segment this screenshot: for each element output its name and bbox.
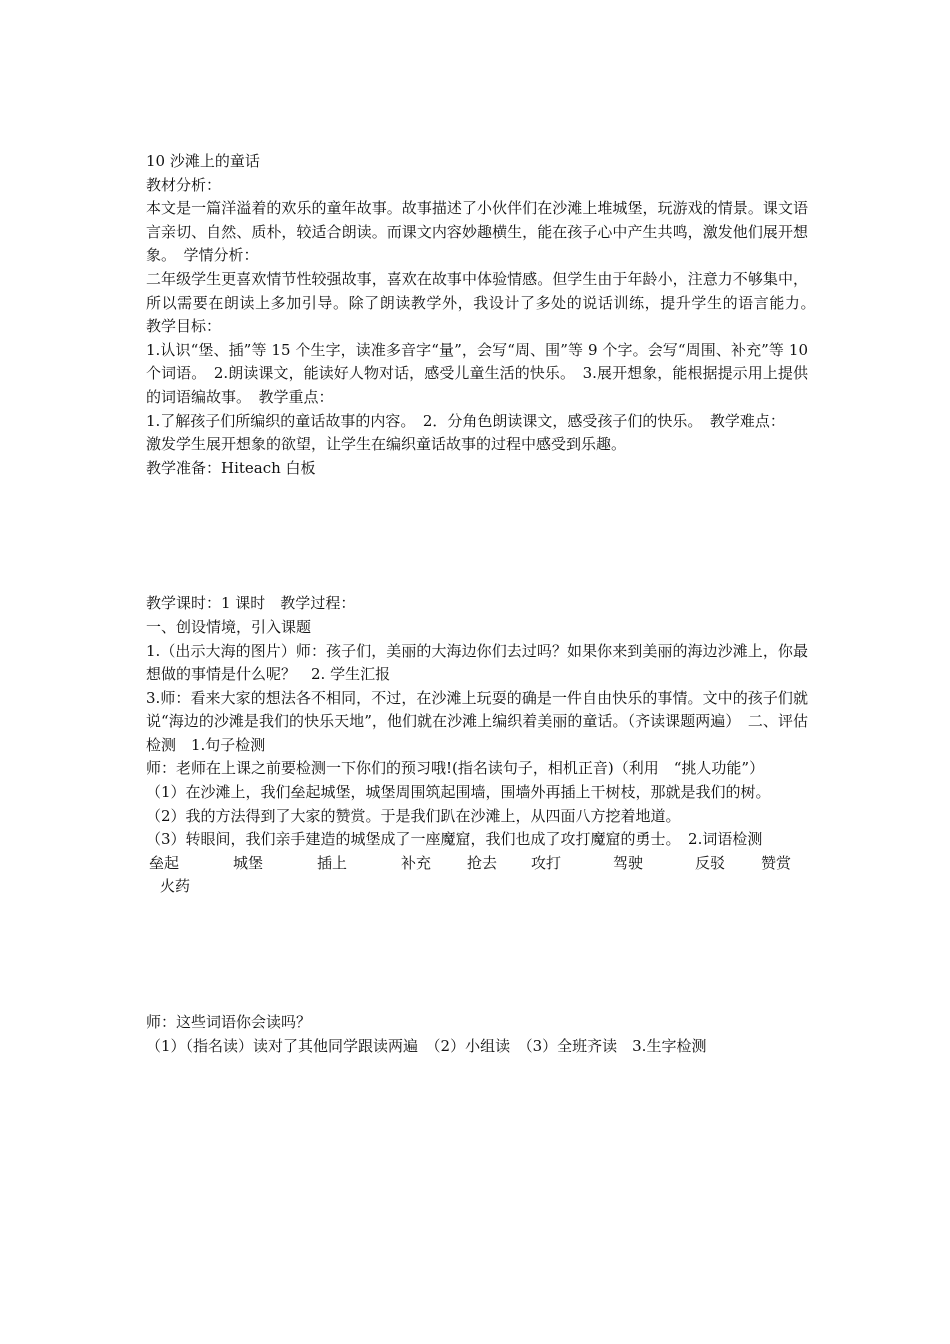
word-item: 火药: [160, 877, 191, 896]
document-body: [146, 150, 824, 1058]
paragraph-teacher-question: 师：这些词语你会读吗？: [146, 1013, 312, 1032]
word-item: 垒起: [149, 853, 180, 872]
word-item: 抢去: [467, 853, 498, 872]
paragraph-objectives: 1.认识“堡、插”等 15 个生字，读准多音字“量”，会写“周、围”等 9 个字。会写“周围、补充”等 10 个词语。 2.朗读课文，能读好人物对话，感受儿童生活的快乐。 3.展开想象，能根据提示用上提供的词语编故事。 教学重点：: [146, 340, 808, 406]
word-item: 反驳: [695, 853, 726, 872]
word-item: 驾驶: [613, 853, 644, 872]
lesson-title: 10 沙滩上的童话: [146, 152, 260, 170]
paragraph-key-points: 1.了解孩子们所编织的童话故事的内容。 2．分角色朗读课文，感受孩子们的快乐。 教学难点：: [146, 411, 785, 430]
paragraph-preparation: 教学准备：Hiteach 白板: [146, 458, 316, 477]
paragraph-step-1: 1.（出示大海的图片）师：孩子们，美丽的大海边你们去过吗？如果你来到美丽的海边沙滩上，你最想做的事情是什么呢？ 2. 学生汇报: [146, 641, 808, 684]
sentence-2: （2）我的方法得到了大家的赞赏。于是我们趴在沙滩上，从四面八方挖着地道。: [146, 806, 681, 825]
blank-space: [146, 480, 808, 592]
paragraph-difficulties: 激发学生展开想象的欲望，让学生在编织童话故事的过程中感受到乐趣。: [146, 435, 627, 454]
sentence-3: （3）转眼间，我们亲手建造的城堡成了一座魔窟，我们也成了攻打魔窟的勇士。 2.词语检测: [146, 830, 763, 849]
word-item: 插上: [317, 853, 348, 872]
sentence-1: （1）在沙滩上，我们垒起城堡，城堡周围筑起围墙，围墙外再插上干树枝，那就是我们的树。: [146, 783, 771, 802]
paragraph-hours: 教学课时：1 课时 教学过程：: [146, 594, 356, 613]
word-item: 城堡: [233, 853, 264, 872]
section-heading-intro: 一、创设情境，引入课题: [146, 617, 312, 636]
word-list: [146, 852, 808, 899]
section-heading-materials: 教材分析：: [146, 175, 222, 194]
blank-space: [146, 899, 808, 1011]
paragraph-materials: 本文是一篇洋溢着的欢乐的童年故事。故事描述了小伙伴们在沙滩上堆城堡，玩游戏的情景。课文语言亲切、自然、质朴，较适合朗读。而课文内容妙趣横生，能在孩子心中产生共鸣，激发他们展开想象。 学情分析：: [146, 199, 808, 265]
word-item: 补充: [401, 853, 432, 872]
paragraph-teacher-check: 师：老师在上课之前要检测一下你们的预习哦!(指名读句子，相机正音)（利用 “挑人功能”）: [146, 759, 765, 778]
paragraph-students: 二年级学生更喜欢情节性较强故事，喜欢在故事中体验情感。但学生由于年龄小，注意力不够集中，所以需要在朗读上多加引导。除了朗读教学外，我设计了多处的说话训练，提升学生的语言能力。 教学目标：: [146, 269, 824, 336]
paragraph-reading-steps: （1）（指名读）读对了其他同学跟读两遍 （2）小组读 （3）全班齐读 3.生字检测: [146, 1036, 707, 1055]
word-item: 赞赏: [761, 853, 792, 872]
paragraph-step-3: 3.师：看来大家的想法各不相同，不过，在沙滩上玩耍的确是一件自由快乐的事情。文中的孩子们就说“海边的沙滩是我们的快乐天地”，他们就在沙滩上编织着美丽的童话。（齐读课题两遍） 二、评估检测 1.句子检测: [146, 688, 808, 754]
word-item: 攻打: [531, 853, 562, 872]
